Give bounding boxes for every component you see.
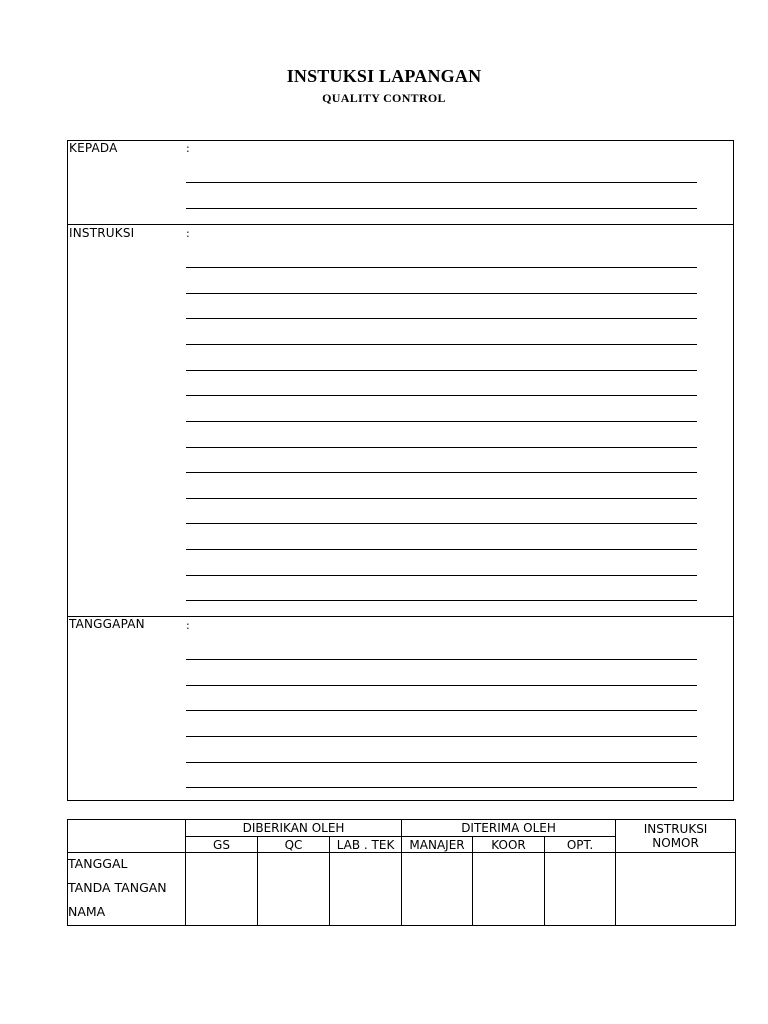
document-subtitle: QUALITY CONTROL (322, 91, 446, 105)
instruksi-line[interactable] (186, 549, 697, 550)
instruksi-line[interactable] (186, 472, 697, 473)
row-label-tanggal: TANGGAL (68, 856, 128, 871)
instruksi-nomor-cell[interactable] (616, 853, 736, 926)
instruksi-line[interactable] (186, 498, 697, 499)
signature-cell-lab-tek[interactable] (330, 853, 402, 926)
column-koor: KOOR (473, 837, 545, 853)
signature-cell-koor[interactable] (473, 853, 545, 926)
instruksi-line[interactable] (186, 600, 697, 601)
column-opt: OPT. (545, 837, 616, 853)
kepada-line[interactable] (186, 208, 697, 209)
instruksi-line[interactable] (186, 293, 697, 294)
instruksi-nomor-line1: INSTRUKSI (643, 822, 708, 836)
instruksi-line[interactable] (186, 395, 697, 396)
tanggapan-colon: : (186, 619, 190, 632)
instruksi-nomor-header (616, 820, 736, 853)
signature-cell-gs[interactable] (186, 853, 258, 926)
instruksi-line[interactable] (186, 421, 697, 422)
row-labels-cell (68, 853, 186, 926)
column-qc: QC (258, 837, 330, 853)
instruksi-line[interactable] (186, 318, 697, 319)
tanggapan-line[interactable] (186, 685, 697, 686)
instruksi-nomor-line2: NOMOR (652, 836, 699, 850)
tanggapan-label: TANGGAPAN (69, 617, 145, 631)
diterima-oleh-header: DITERIMA OLEH (402, 820, 616, 837)
row-label-tanda-tangan: TANDA TANGAN (68, 880, 167, 895)
instruksi-line[interactable] (186, 370, 697, 371)
tanggapan-line[interactable] (186, 710, 697, 711)
instruksi-line[interactable] (186, 344, 697, 345)
instruction-form (67, 140, 734, 801)
kepada-line[interactable] (186, 182, 697, 183)
instruksi-line[interactable] (186, 447, 697, 448)
column-manajer: MANAJER (402, 837, 473, 853)
instruksi-line[interactable] (186, 575, 697, 576)
signature-cell-opt[interactable] (545, 853, 616, 926)
instruksi-label: INSTRUKSI (69, 226, 135, 240)
diberikan-oleh-header: DIBERIKAN OLEH (186, 820, 402, 837)
signature-table (67, 819, 736, 926)
signature-corner-cell (68, 820, 186, 853)
column-lab-tek: LAB . TEK (330, 837, 402, 853)
instruksi-line[interactable] (186, 267, 697, 268)
tanggapan-line[interactable] (186, 787, 697, 788)
tanggapan-section (68, 616, 733, 801)
kepada-section (68, 141, 733, 225)
document-title: INSTUKSI LAPANGAN (286, 66, 482, 86)
instruksi-colon: : (186, 227, 190, 240)
tanggapan-line[interactable] (186, 659, 697, 660)
tanggapan-line[interactable] (186, 736, 697, 737)
tanggapan-line[interactable] (186, 762, 697, 763)
row-label-nama: NAMA (68, 904, 106, 919)
signature-cell-manajer[interactable] (402, 853, 473, 926)
kepada-colon: : (186, 142, 190, 155)
instruksi-line[interactable] (186, 523, 697, 524)
signature-cell-qc[interactable] (258, 853, 330, 926)
instruksi-section (68, 224, 733, 617)
column-gs: GS (186, 837, 258, 853)
kepada-label: KEPADA (69, 141, 118, 155)
